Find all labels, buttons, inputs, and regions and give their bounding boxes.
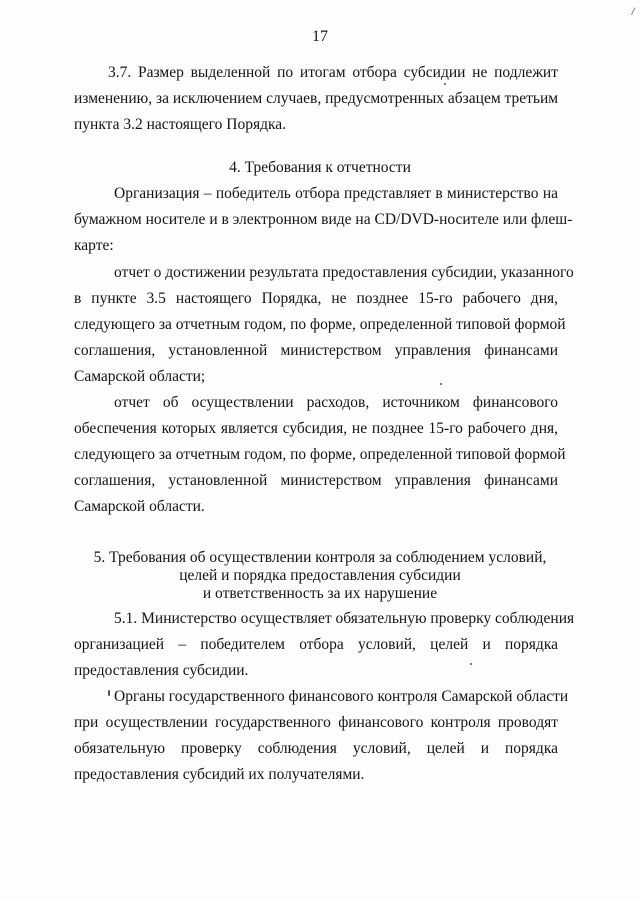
- section-heading-line: и ответственность за их нарушение: [202, 585, 438, 602]
- text-line: 5.1. Министерство осуществляет обязательную проверку соблюдения: [114, 610, 575, 627]
- scan-speck: [108, 690, 110, 696]
- text-line: следующего за отчетным годом, по форме, определенной типовой формой: [74, 446, 566, 463]
- text-line: Организация – победитель отбора представляет в министерство на: [114, 185, 558, 202]
- page-number: 17: [312, 28, 328, 45]
- scan-speck: [444, 83, 446, 85]
- text-line: Самарской области;: [74, 368, 206, 385]
- section-heading: 4. Требования к отчетности: [229, 159, 411, 176]
- scan-edge-mark: [626, 5, 636, 15]
- text-line: предоставления субсидии.: [74, 662, 249, 679]
- scan-speck: [440, 383, 442, 385]
- text-line: Органы государственного финансового контроля Самарской области: [114, 688, 569, 705]
- text-line: пункта 3.2 настоящего Порядка.: [74, 116, 287, 133]
- section-heading-line: целей и порядка предоставления субсидии: [179, 567, 461, 584]
- text-line: изменению, за исключением случаев, предусмотренных абзацем третьим: [74, 90, 559, 107]
- text-line: отчет об осуществлении расходов, источником финансового: [114, 394, 558, 411]
- text-line: карте:: [74, 237, 114, 254]
- text-line: предоставления субсидий их получателями.: [74, 766, 365, 783]
- text-line: при осуществлении государственного финансового контроля проводят: [74, 714, 558, 731]
- scan-speck: [470, 663, 472, 665]
- section-heading-line: 5. Требования об осуществлении контроля за соблюдением условий,: [93, 549, 547, 566]
- text-line: организацией – победителем отбора условий, целей и порядка: [74, 636, 558, 653]
- text-line: следующего за отчетным годом, по форме, определенной типовой формой: [74, 316, 566, 333]
- text-line: отчет о достижении результата предоставления субсидии, указанного: [114, 264, 574, 281]
- text-line: соглашения, установленной министерством управления финансами: [74, 342, 558, 359]
- text-line: бумажном носителе и в электронном виде на CD/DVD-носителе или флеш-: [74, 211, 573, 228]
- text-line: 3.7. Размер выделенной по итогам отбора субсидии не подлежит: [108, 64, 558, 81]
- text-line: Самарской области.: [74, 498, 205, 515]
- text-line: соглашения, установленной министерством управления финансами: [74, 472, 558, 489]
- text-line: обеспечения которых является субсидия, не позднее 15-го рабочего дня,: [74, 420, 558, 437]
- text-line: обязательную проверку соблюдения условий, целей и порядка: [74, 740, 558, 757]
- text-line: в пункте 3.5 настоящего Порядка, не позднее 15-го рабочего дня,: [74, 290, 558, 307]
